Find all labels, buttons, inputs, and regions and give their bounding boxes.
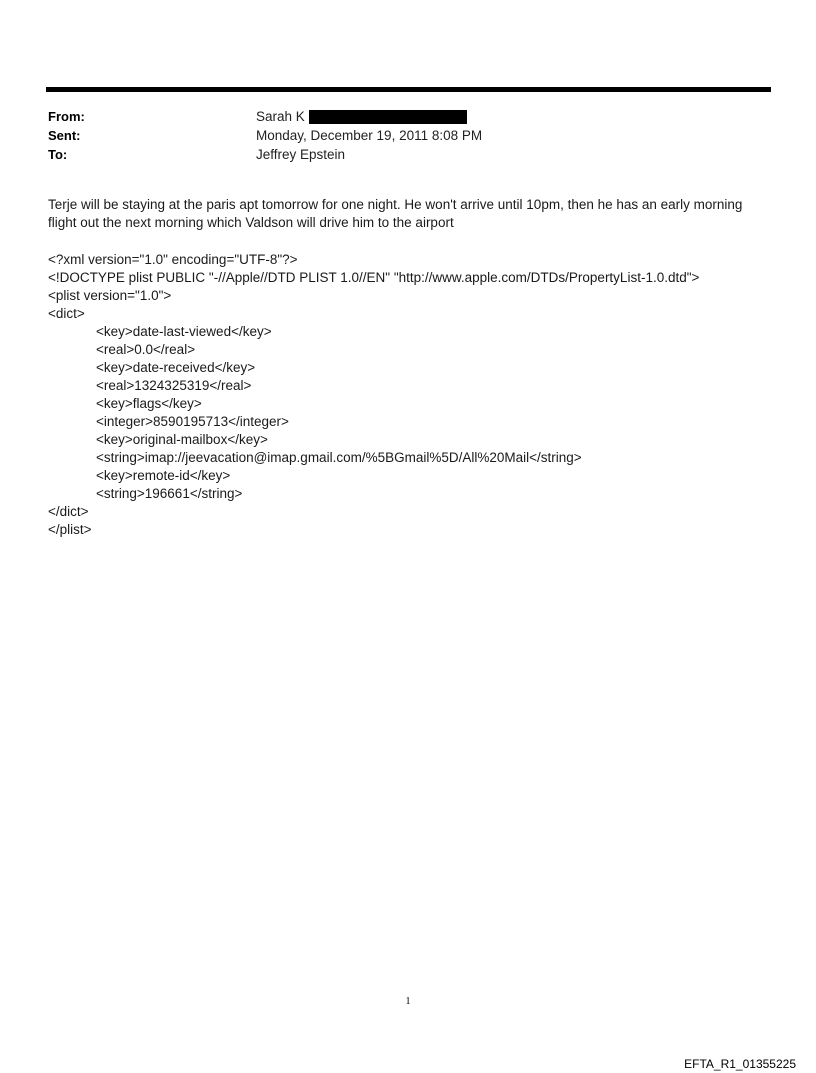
from-value <box>256 109 467 124</box>
page-number: 1 <box>405 996 411 1007</box>
plist-entry-line: <key>date-received</key> <box>96 360 256 375</box>
plist-entry-line: <real>0.0</real> <box>96 342 196 357</box>
plist-entry-line: <string>imap://jeevacation@imap.gmail.com/%5BGmail%5D/All%20Mail</string> <box>96 450 582 465</box>
plist-entry-line: <real>1324325319</real> <box>96 378 252 393</box>
plist-entry-line: <string>196661</string> <box>96 486 243 501</box>
plist-entry-line: <key>flags</key> <box>96 396 202 411</box>
dict-close-tag: </dict> <box>48 504 89 519</box>
to-label: To: <box>48 147 68 162</box>
to-value: Jeffrey Epstein <box>256 147 346 162</box>
plist-entry-line: <key>remote-id</key> <box>96 468 231 483</box>
doctype-line: <!DOCTYPE plist PUBLIC "-//Apple//DTD PLIST 1.0//EN" "http://www.apple.com/DTDs/PropertyList-1.0.dtd"> <box>48 270 700 285</box>
dict-open-tag: <dict> <box>48 306 85 321</box>
from-label: From: <box>48 109 85 124</box>
sent-value: Monday, December 19, 2011 8:08 PM <box>256 128 483 143</box>
message-body <box>48 196 768 232</box>
from-row <box>48 107 768 126</box>
to-row <box>48 145 768 164</box>
header-divider <box>46 87 771 92</box>
plist-entry-line: <integer>8590195713</integer> <box>96 414 289 429</box>
bates-number: EFTA_R1_01355225 <box>684 1057 796 1071</box>
xml-declaration: <?xml version="1.0" encoding="UTF-8"?> <box>48 252 298 267</box>
message-paragraph: Terje will be staying at the paris apt tomorrow for one night. He won't arrive until 10pm, then he has an early morning flight out the next morning which Valdson will drive him to the airport <box>48 197 743 230</box>
sent-row <box>48 126 768 145</box>
plist-open-tag: <plist version="1.0"> <box>48 288 172 303</box>
redaction-bar <box>309 110 467 124</box>
plist-entry-line: <key>original-mailbox</key> <box>96 432 268 447</box>
sender-name: Sarah K <box>256 109 305 124</box>
plist-block <box>48 251 768 539</box>
plist-entry-line: <key>date-last-viewed</key> <box>96 324 272 339</box>
email-header <box>48 107 768 164</box>
plist-close-tag: </plist> <box>48 522 92 537</box>
sent-label: Sent: <box>48 128 81 143</box>
